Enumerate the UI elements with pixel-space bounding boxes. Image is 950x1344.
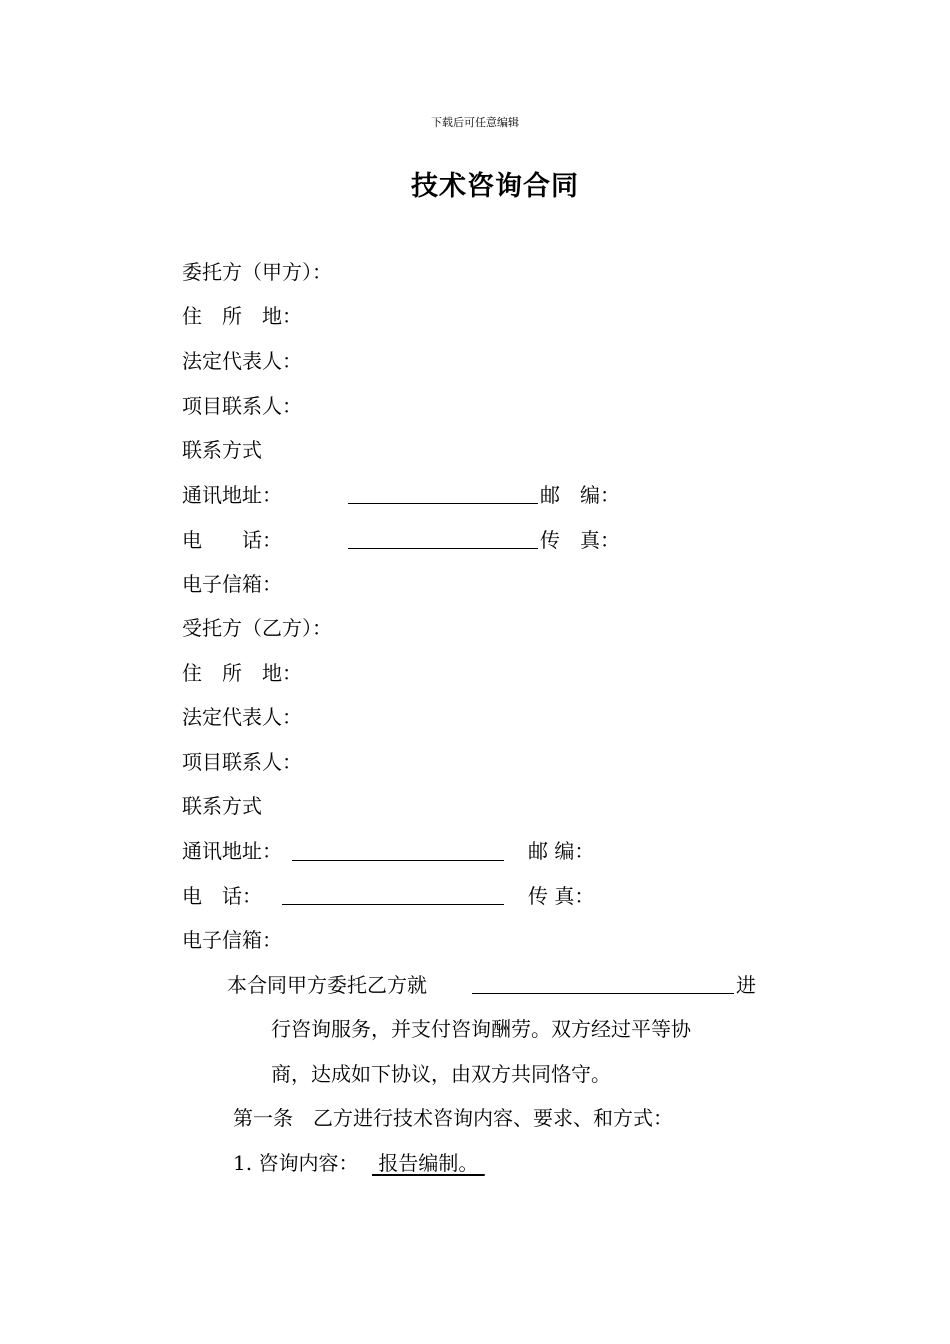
party-a-contact-method-label: 联系方式 <box>182 438 262 462</box>
party-a-postcode-label: 邮 编： <box>540 483 620 507</box>
intro-line2: 行咨询服务，并支付咨询酬劳。双方经过平等协 <box>271 1017 691 1041</box>
intro-line1-end: 进 <box>736 973 756 997</box>
party-a-email-label: 电子信箱： <box>182 572 282 596</box>
party-b-mail-address-blank[interactable] <box>292 860 504 861</box>
party-b-address-label: 住 所 地： <box>182 661 302 685</box>
party-a-phone-blank[interactable] <box>348 548 538 549</box>
party-a-heading: 委托方（甲方）： <box>182 260 332 284</box>
party-a-fax-label: 传 真： <box>540 528 620 552</box>
party-a-address-label: 住 所 地： <box>182 304 302 328</box>
party-b-contact-method-label: 联系方式 <box>182 794 262 818</box>
article1-item1-value: 报告编制。 <box>372 1151 485 1175</box>
party-b-contact-person-label: 项目联系人： <box>182 750 302 774</box>
party-a-legal-rep-label: 法定代表人： <box>182 349 302 373</box>
party-a-contact-person-label: 项目联系人： <box>182 394 302 418</box>
party-a-mail-address-label: 通讯地址： <box>182 483 282 507</box>
party-b-phone-label: 电 话： <box>182 884 262 908</box>
article1-heading: 第一条 乙方进行技术咨询内容、要求、和方式： <box>233 1106 673 1130</box>
party-a-mail-address-blank[interactable] <box>348 503 538 504</box>
party-b-postcode-label: 邮 编： <box>528 839 595 863</box>
party-a-phone-label: 电 话： <box>182 528 282 552</box>
contract-title: 技术咨询合同 <box>411 171 579 202</box>
intro-subject-blank[interactable] <box>472 993 734 994</box>
article1-item1-label: 1. 咨询内容： <box>233 1151 359 1175</box>
party-b-fax-label: 传 真： <box>528 884 595 908</box>
header-note: 下载后可任意编辑 <box>431 116 519 129</box>
party-b-legal-rep-label: 法定代表人： <box>182 705 302 729</box>
party-b-mail-address-label: 通讯地址： <box>182 839 282 863</box>
party-b-email-label: 电子信箱： <box>182 928 282 952</box>
intro-line3: 商，达成如下协议，由双方共同恪守。 <box>271 1062 611 1086</box>
party-b-heading: 受托方（乙方）： <box>182 616 332 640</box>
intro-line1-start: 本合同甲方委托乙方就 <box>227 973 427 997</box>
party-b-phone-blank[interactable] <box>282 904 504 905</box>
